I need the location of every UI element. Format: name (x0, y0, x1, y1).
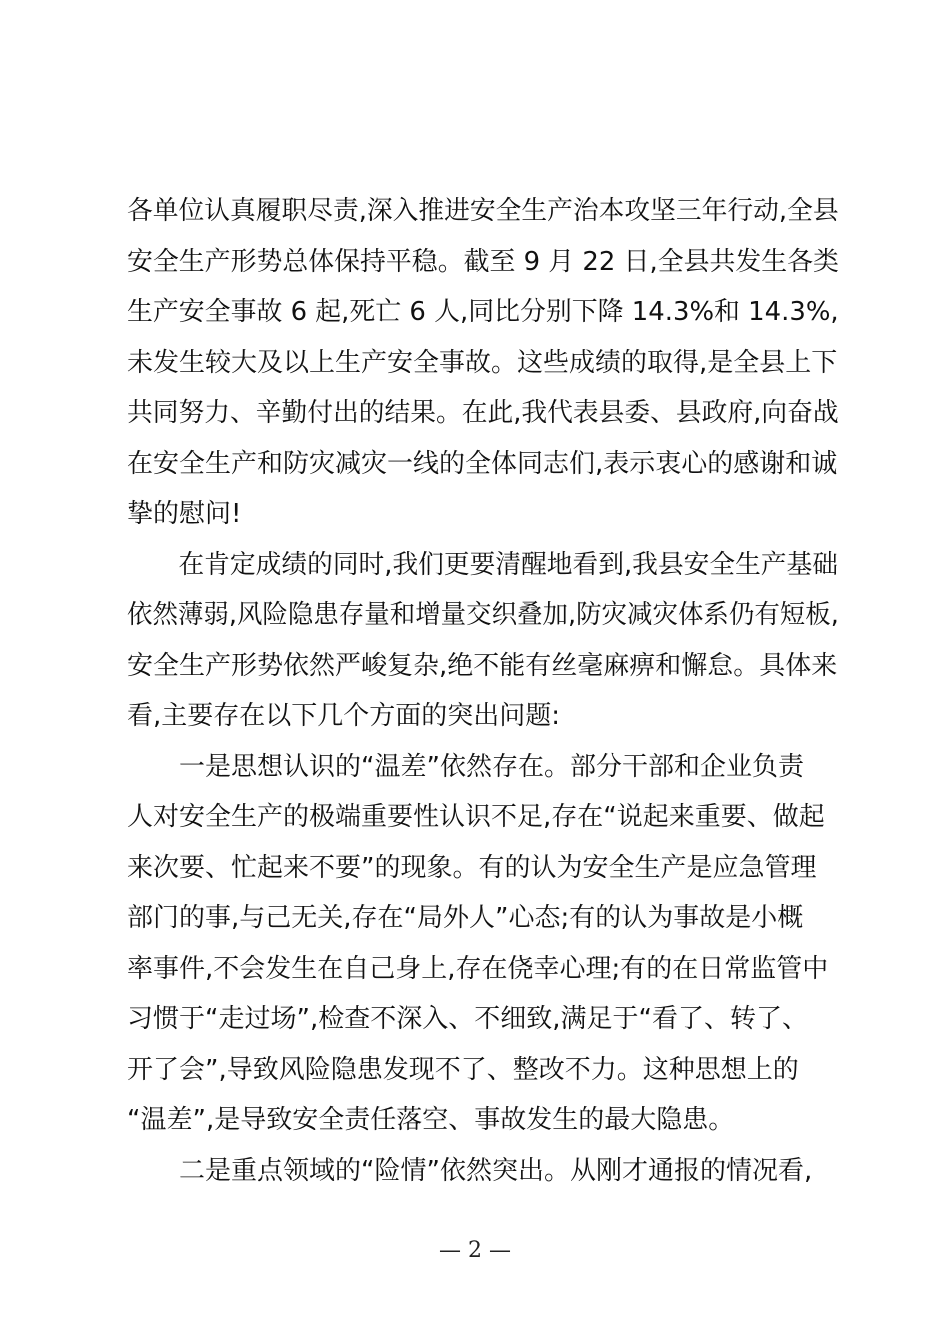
text-line: 开了会”,导致风险隐患发现不了、整改不力。这种思想上的 (127, 1054, 799, 1085)
text-line: 安全生产形势依然严峻复杂,绝不能有丝毫麻痹和懈怠。具体来 (127, 650, 838, 681)
text-line: 安全生产形势总体保持平稳。截至 9 月 22 日,全县共发生各类 (127, 246, 839, 277)
text-line: 来次要、忙起来不要”的现象。有的认为安全生产是应急管理 (127, 852, 817, 883)
text-line: 部门的事,与己无关,存在“局外人”心态;有的认为事故是小概 (127, 903, 804, 933)
text-line: 一是思想认识的“温差”依然存在。部分干部和企业负责 (179, 751, 804, 782)
text-line: “温差”,是导致安全责任落空、事故发生的最大隐患。 (127, 1105, 735, 1135)
text-line: 在安全生产和防灾减灾一线的全体同志们,表示衷心的感谢和诚 (127, 448, 838, 479)
text-line: 共同努力、辛勤付出的结果。在此,我代表县委、县政府,向奋战 (127, 398, 839, 428)
page-number: — 2 — (439, 1238, 511, 1263)
text-line: 人对安全生产的极端重要性认识不足,存在“说起来重要、做起 (127, 802, 825, 832)
text-line: 各单位认真履职尽责,深入推进安全生产治本攻坚三年行动,全县 (127, 196, 839, 226)
text-line: 依然薄弱,风险隐患存量和增量交织叠加,防灾减灾体系仍有短板, (127, 600, 839, 630)
text-line: 率事件,不会发生在自己身上,存在侥幸心理;有的在日常监管中 (127, 953, 829, 984)
text-line: 看,主要存在以下几个方面的突出问题: (127, 701, 561, 731)
text-line: 二是重点领域的“险情”依然突出。从刚才通报的情况看, (179, 1155, 813, 1186)
text-line: 未发生较大及以上生产安全事故。这些成绩的取得,是全县上下 (127, 347, 838, 378)
text-line: 挚的慰问! (127, 499, 242, 529)
text-line: 习惯于“走过场”,检查不深入、不细致,满足于“看了、转了、 (127, 1004, 808, 1034)
text-line: 在肯定成绩的同时,我们更要清醒地看到,我县安全生产基础 (178, 549, 838, 580)
body-text (127, 186, 839, 1196)
text-line: 生产安全事故 6 起,死亡 6 人,同比分别下降 14.3%和 14.3%, (127, 297, 839, 327)
